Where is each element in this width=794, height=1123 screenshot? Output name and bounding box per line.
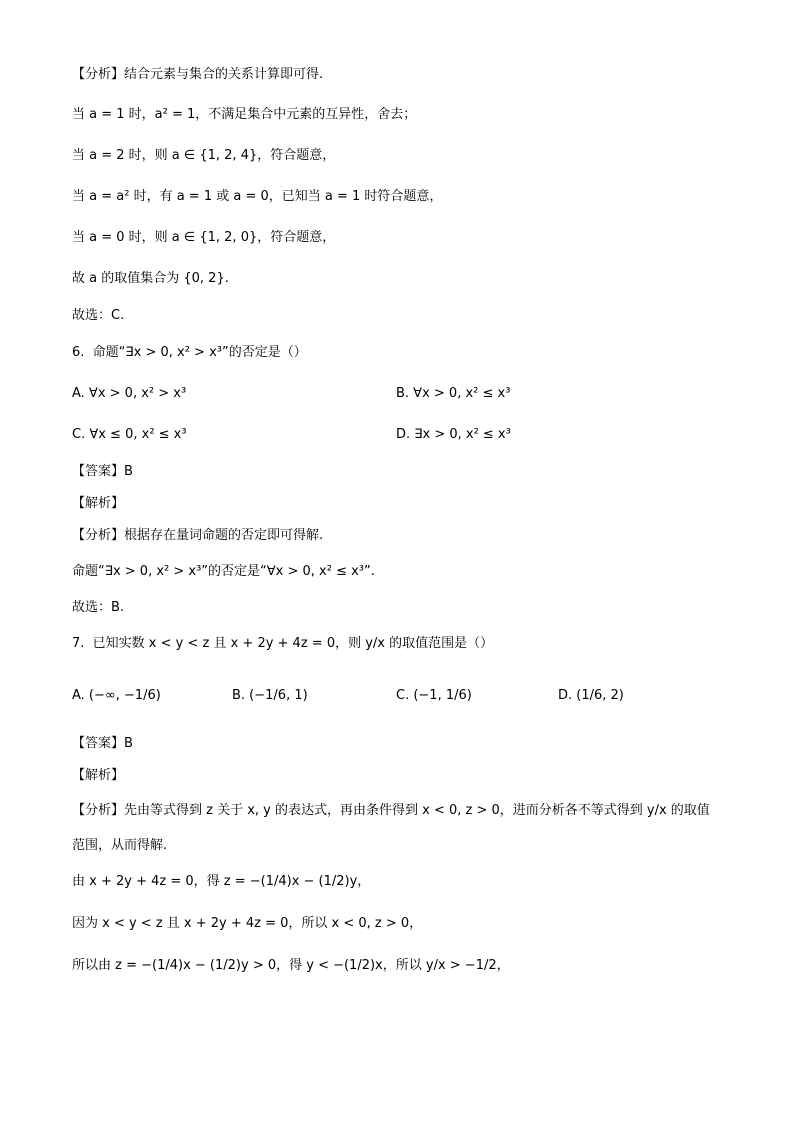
- q6-option-c: C. ∀x ≤ 0, x² ≤ x³: [72, 427, 187, 442]
- solution-q7-line-2: 因为 x < y < z 且 x + 2y + 4z = 0，所以 x < 0, z > 0，: [72, 916, 423, 931]
- solution-line-2: 当 a = 2 时，则 a ∈ {1, 2, 4}，符合题意，: [72, 148, 336, 163]
- q6-option-a: A. ∀x > 0, x² > x³: [72, 386, 187, 401]
- solution-line-1: 当 a = 1 时，a² = 1，不满足集合中元素的互异性，舍去；: [72, 107, 417, 122]
- solution-q7-line-3: 所以由 z = −(1/4)x − (1/2)y > 0，得 y < −(1/2)x，所以 y/x > −1/2，: [72, 958, 510, 973]
- analysis-q5: 【分析】结合元素与集合的关系计算即可得.: [72, 67, 324, 82]
- question-6: 6. 命题“∃x > 0, x² > x³”的否定是（）: [72, 345, 307, 360]
- solution-line-5: 故 a 的取值集合为 {0, 2}.: [72, 271, 229, 286]
- answer-q7: 【答案】B: [72, 736, 133, 751]
- analysis-q6: 【分析】根据存在量词命题的否定即可得解.: [72, 528, 324, 543]
- q7-option-c: C. (−1, 1/6): [396, 688, 472, 703]
- q7-option-b: B. (−1/6, 1): [232, 688, 308, 703]
- q6-option-b: B. ∀x > 0, x² ≤ x³: [396, 386, 511, 401]
- q7-option-d: D. (1/6, 2): [558, 688, 624, 703]
- question-7: 7. 已知实数 x < y < z 且 x + 2y + 4z = 0，则 y/x 的取值范围是（）: [72, 636, 494, 651]
- solution-line-3: 当 a = a² 时，有 a = 1 或 a = 0，已知当 a = 1 时符合题意，: [72, 189, 443, 204]
- q7-option-a: A. (−∞, −1/6): [72, 688, 161, 703]
- explanation-label-q7: 【解析】: [72, 768, 125, 783]
- analysis-q7-line-2: 范围，从而得解.: [72, 838, 168, 853]
- analysis-q7-line-1: 【分析】先由等式得到 z 关于 x, y 的表达式，再由条件得到 x < 0, z > 0，进而分析各不等式得到 y/x 的取值: [72, 803, 710, 818]
- solution-q7-line-1: 由 x + 2y + 4z = 0，得 z = −(1/4)x − (1/2)y，: [72, 874, 371, 889]
- solution-q6: 命题“∃x > 0, x² > x³”的否定是“∀x > 0, x² ≤ x³”.: [72, 564, 375, 579]
- answer-q6: 【答案】B: [72, 464, 133, 479]
- answer-choice-q6: 故选：B.: [72, 600, 125, 615]
- q6-option-d: D. ∃x > 0, x² ≤ x³: [396, 427, 511, 442]
- explanation-label-q6: 【解析】: [72, 496, 125, 511]
- answer-choice-q5: 故选：C.: [72, 308, 125, 323]
- solution-line-4: 当 a = 0 时，则 a ∈ {1, 2, 0}，符合题意，: [72, 230, 336, 245]
